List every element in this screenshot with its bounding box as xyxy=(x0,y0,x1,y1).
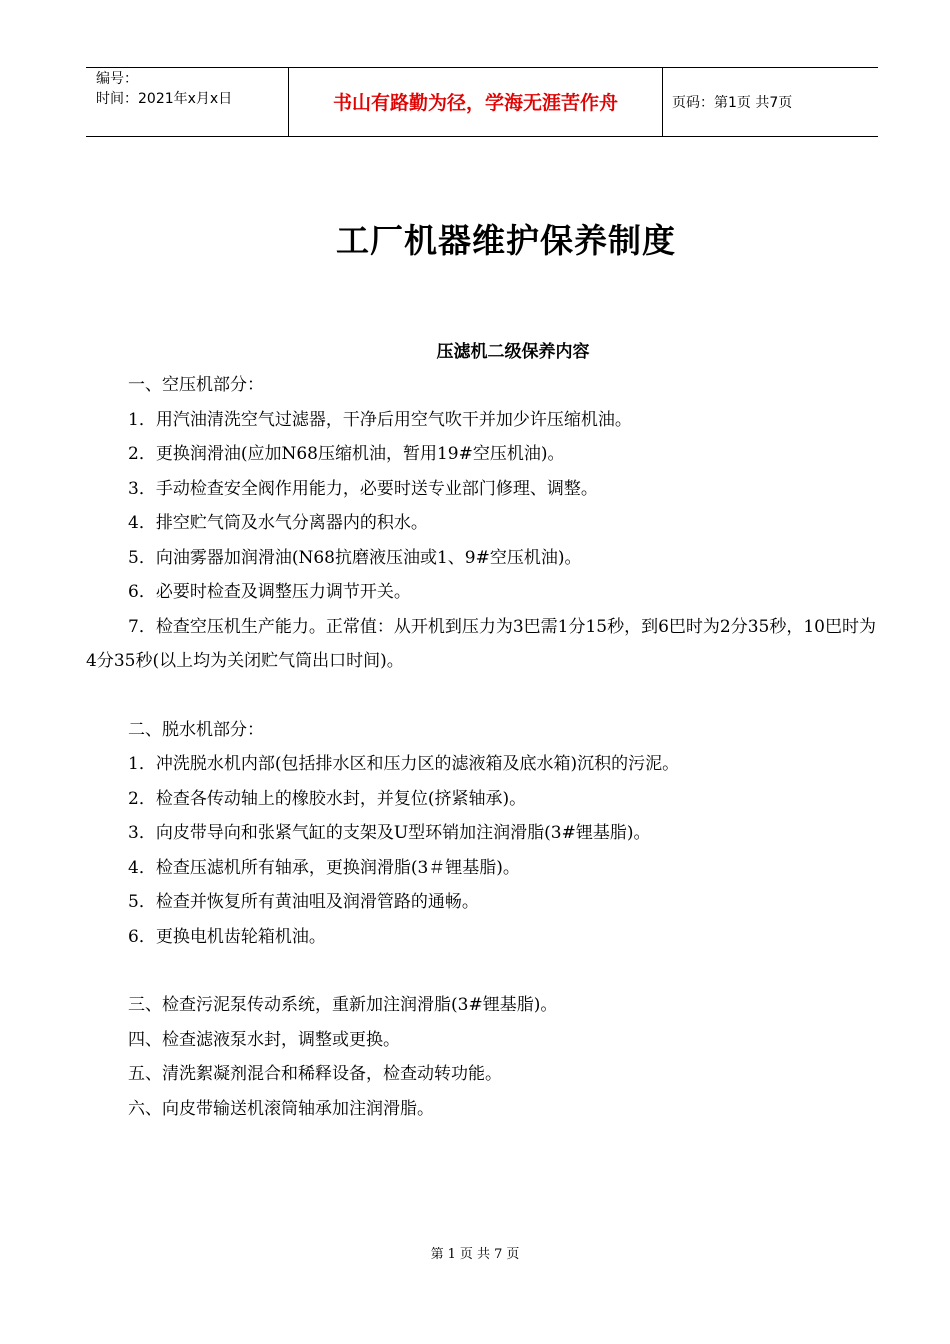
document-subtitle: 压滤机二级保养内容 xyxy=(436,342,590,362)
footer-total-pages: 7 xyxy=(494,1247,503,1262)
header-motto: 书山有路勤为径，学海无涯苦作舟 xyxy=(332,92,618,114)
list-item: 5．检查并恢复所有黄油咀及润滑管路的通畅。 xyxy=(128,892,479,912)
footer-prefix: 第 xyxy=(430,1247,444,1262)
section-heading: 四、检查滤液泵水封，调整或更换。 xyxy=(128,1029,400,1050)
header-motto-cell xyxy=(288,68,663,136)
list-item: 4．排空贮气筒及水气分离器内的积水。 xyxy=(128,513,428,533)
page-footer xyxy=(0,1246,950,1264)
header-page-cell xyxy=(662,68,878,136)
document-title: 工厂机器维护保养制度 xyxy=(336,221,676,260)
list-item: 6．更换电机齿轮箱机油。 xyxy=(128,926,326,947)
header-page-info: 页码：第1页 共7页 xyxy=(672,95,793,111)
section-heading: 一、空压机部分： xyxy=(128,375,264,395)
list-item: 2．更换润滑油(应加N68压缩机油，暂用19#空压机油)。 xyxy=(128,444,565,464)
document-time-label: 时间：2021年x月x日 xyxy=(96,91,233,107)
header-meta-cell xyxy=(86,68,288,136)
footer-middle: 页 共 xyxy=(459,1247,491,1262)
paragraph-gap xyxy=(86,679,883,713)
footer-current-page: 1 xyxy=(447,1247,456,1262)
list-item: 1．用汽油清洗空气过滤器，干净后用空气吹干并加少许压缩机油。 xyxy=(128,409,632,430)
paragraph-gap xyxy=(86,954,883,988)
list-item: 5．向油雾器加润滑油(N68抗磨液压油或1、9#空压机油)。 xyxy=(128,547,582,568)
section-heading: 三、检查污泥泵传动系统，重新加注润滑脂(3#锂基脂)。 xyxy=(128,995,558,1015)
header-table xyxy=(86,67,878,137)
document-number-label: 编号： xyxy=(96,71,138,87)
section-heading: 六、向皮带输送机滚筒轴承加注润滑脂。 xyxy=(128,1098,434,1119)
section-heading: 五、清洗絮凝剂混合和稀释设备，检查动转功能。 xyxy=(128,1064,502,1084)
list-item: 2．检查各传动轴上的橡胶水封，并复位(挤紧轴承)。 xyxy=(128,788,527,809)
list-item: 7．检查空压机生产能力。正常值：从开机到压力为3巴需1分15秒，到6巴时为2分35秒，10巴时为4分35秒(以上均为关闭贮气筒出口时间)。 xyxy=(86,616,876,671)
list-item: 3．手动检查安全阀作用能力，必要时送专业部门修理、调整。 xyxy=(128,478,598,499)
list-item: 1．冲洗脱水机内部(包括排水区和压力区的滤液箱及底水箱)沉积的污泥。 xyxy=(128,754,680,774)
section-heading: 二、脱水机部分： xyxy=(128,719,264,740)
list-item: 3．向皮带导向和张紧气缸的支架及U型环销加注润滑脂(3#锂基脂)。 xyxy=(128,823,651,843)
footer-suffix: 页 xyxy=(506,1247,520,1262)
list-item: 6．必要时检查及调整压力调节开关。 xyxy=(128,582,411,602)
document-body xyxy=(86,368,883,1126)
list-item: 4．检查压滤机所有轴承，更换润滑脂(3＃锂基脂)。 xyxy=(128,857,520,878)
